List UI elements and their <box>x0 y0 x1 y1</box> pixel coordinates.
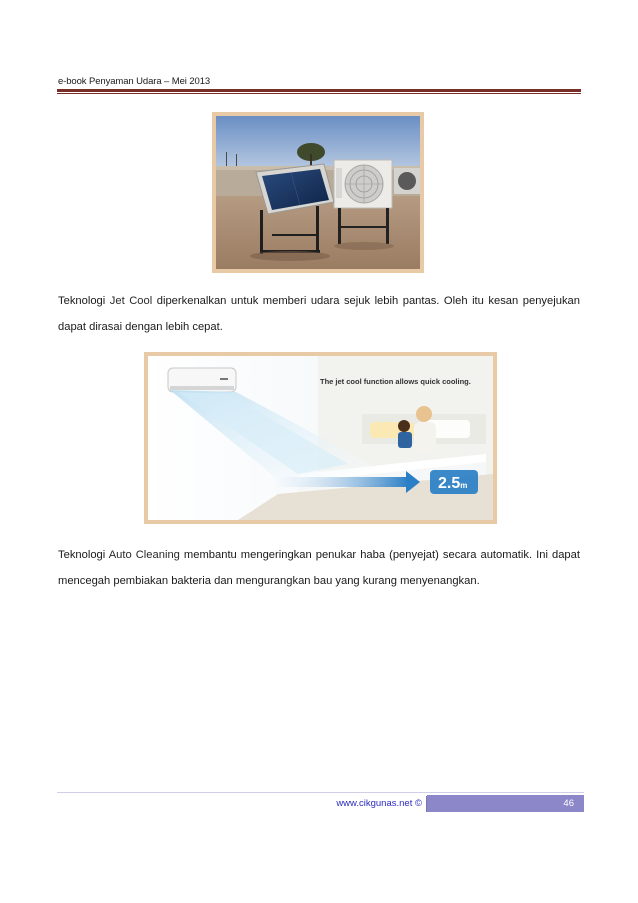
jet-cool-illustration <box>144 352 497 524</box>
jet-cool-prefix: Teknologi <box>58 295 110 307</box>
jet-cool-text: diperkenalkan untuk memberi udara sejuk lebih pantas. Oleh itu kesan penyejukan dapat dirasai dengan lebih cepat. <box>58 295 580 333</box>
auto-cleaning-term: Auto Cleaning <box>108 549 180 561</box>
auto-cleaning-paragraph <box>58 542 580 594</box>
figure-caption: The jet cool function allows quick cooling. <box>320 377 471 386</box>
solar-ac-photo <box>212 112 424 273</box>
distance-value: 2.5 <box>438 475 461 492</box>
footer-rule <box>57 792 584 793</box>
footer-url-link[interactable]: www.cikgunas.net © <box>336 798 422 809</box>
header-rule-thin <box>57 93 581 94</box>
distance-unit: m <box>460 481 468 490</box>
auto-cleaning-text: membantu mengeringkan penukar haba (penyejat) secara automatik. Ini dapat mencegah pembiakan bakteria dan mengurangkan bau yang kurang menyenangkan. <box>58 549 580 587</box>
header-title: e-book Penyaman Udara – Mei 2013 <box>58 76 211 87</box>
header-rule <box>57 89 581 92</box>
jet-cool-paragraph <box>58 288 580 340</box>
footer-bar <box>427 795 584 812</box>
page-number: 46 <box>563 798 574 809</box>
jet-cool-term: Jet Cool <box>109 295 153 307</box>
auto-cleaning-prefix: Teknologi <box>58 549 109 561</box>
